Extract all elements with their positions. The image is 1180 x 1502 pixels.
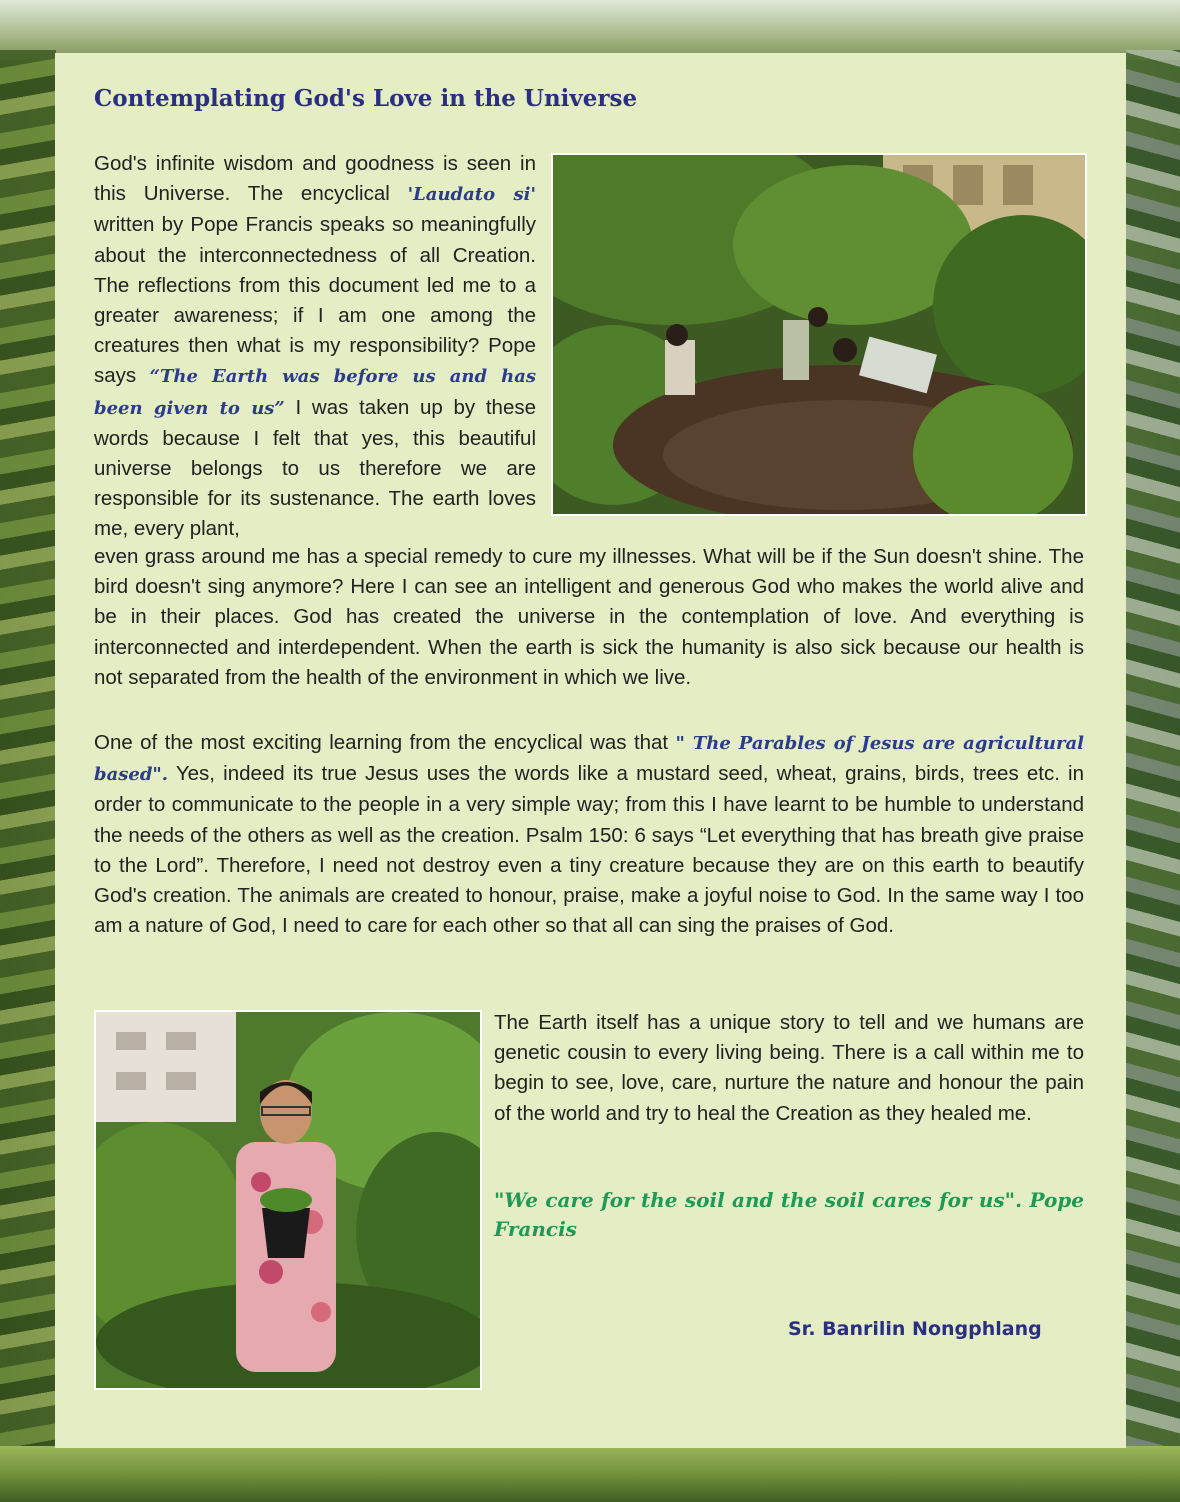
photo-gardening bbox=[551, 153, 1087, 516]
p2-emphasis-parables: " The Parables of Jesus are agricultural based". bbox=[94, 733, 1084, 786]
pope-quote: "We care for the soil and the soil cares for us". Pope Francis bbox=[494, 1188, 1084, 1241]
article-title: Contemplating God's Love in the Universe bbox=[94, 85, 638, 112]
paragraph-3: The Earth itself has a unique story to tell and we humans are genetic cousin to every living being. There is a call within me to begin to see, love, care, nurture the nature and honour the pain of the world and try to heal the Creation as they healed me. bbox=[494, 1011, 1084, 1125]
photo-woman-with-plant bbox=[94, 1010, 482, 1390]
paragraph-1-bottom: even grass around me has a special remedy to cure my illnesses. What will be if the Sun doesn't shine. The bird doesn't sing anymore? Here I can see an intelligent and generous God who makes the world alive and be in their places. God has created the universe in the contemplation of love. And everything is interconnected and interdependent. When the earth is sick the humanity is also sick because our health is not separated from the health of the environment in which we live. bbox=[94, 545, 1084, 689]
paragraph-2 bbox=[94, 728, 1084, 941]
p1-emphasis-earth-quote: “The Earth was before us and has been given to us” bbox=[94, 366, 536, 419]
paragraph-1-top bbox=[94, 149, 536, 545]
p1-text-2: written by Pope Francis speaks so meaningfully about the interconnectedness of all Creation. The reflections from this document led me to a greater awareness; if I am one among the creatures then what is my responsibility? Pope says bbox=[94, 213, 536, 388]
background-foliage-top bbox=[0, 0, 1180, 60]
p1-emphasis-laudato: 'Laudato si' bbox=[407, 184, 536, 206]
p1-text-3: I was taken up by these words because I felt that yes, this beautiful universe belongs to us therefore we are responsible for its sustenance. The earth loves me, every plant, bbox=[94, 395, 537, 541]
p2-text-1: One of the most exciting learning from the encyclical was that bbox=[94, 731, 676, 754]
background-foliage-bottom bbox=[0, 1446, 1180, 1502]
background-foliage-right bbox=[1126, 50, 1180, 1450]
p1-text-1: God's infinite wisdom and goodness is seen in this Universe. The encyclical bbox=[94, 152, 536, 206]
author-name: Sr. Banrilin Nongphlang bbox=[788, 1318, 1042, 1340]
p2-text-2: Yes, indeed its true Jesus uses the words like a mustard seed, wheat, grains, birds, trees etc. in order to communicate to the people in a very simple way; from this I have learnt to be humble to understand the needs of the others as well as the creation. Psalm 150: 6 says “Let everything that has breath give praise to the Lord”. Therefore, I need not destroy even a tiny creature because they are on this earth to beautify God's creation. The animals are created to honour, praise, make a joyful noise to God. In the same way I too am a nature of God, I need to care for each other so that all can sing the praises of God. bbox=[94, 762, 1084, 938]
background-foliage-left bbox=[0, 50, 56, 1450]
article-panel bbox=[55, 53, 1126, 1448]
